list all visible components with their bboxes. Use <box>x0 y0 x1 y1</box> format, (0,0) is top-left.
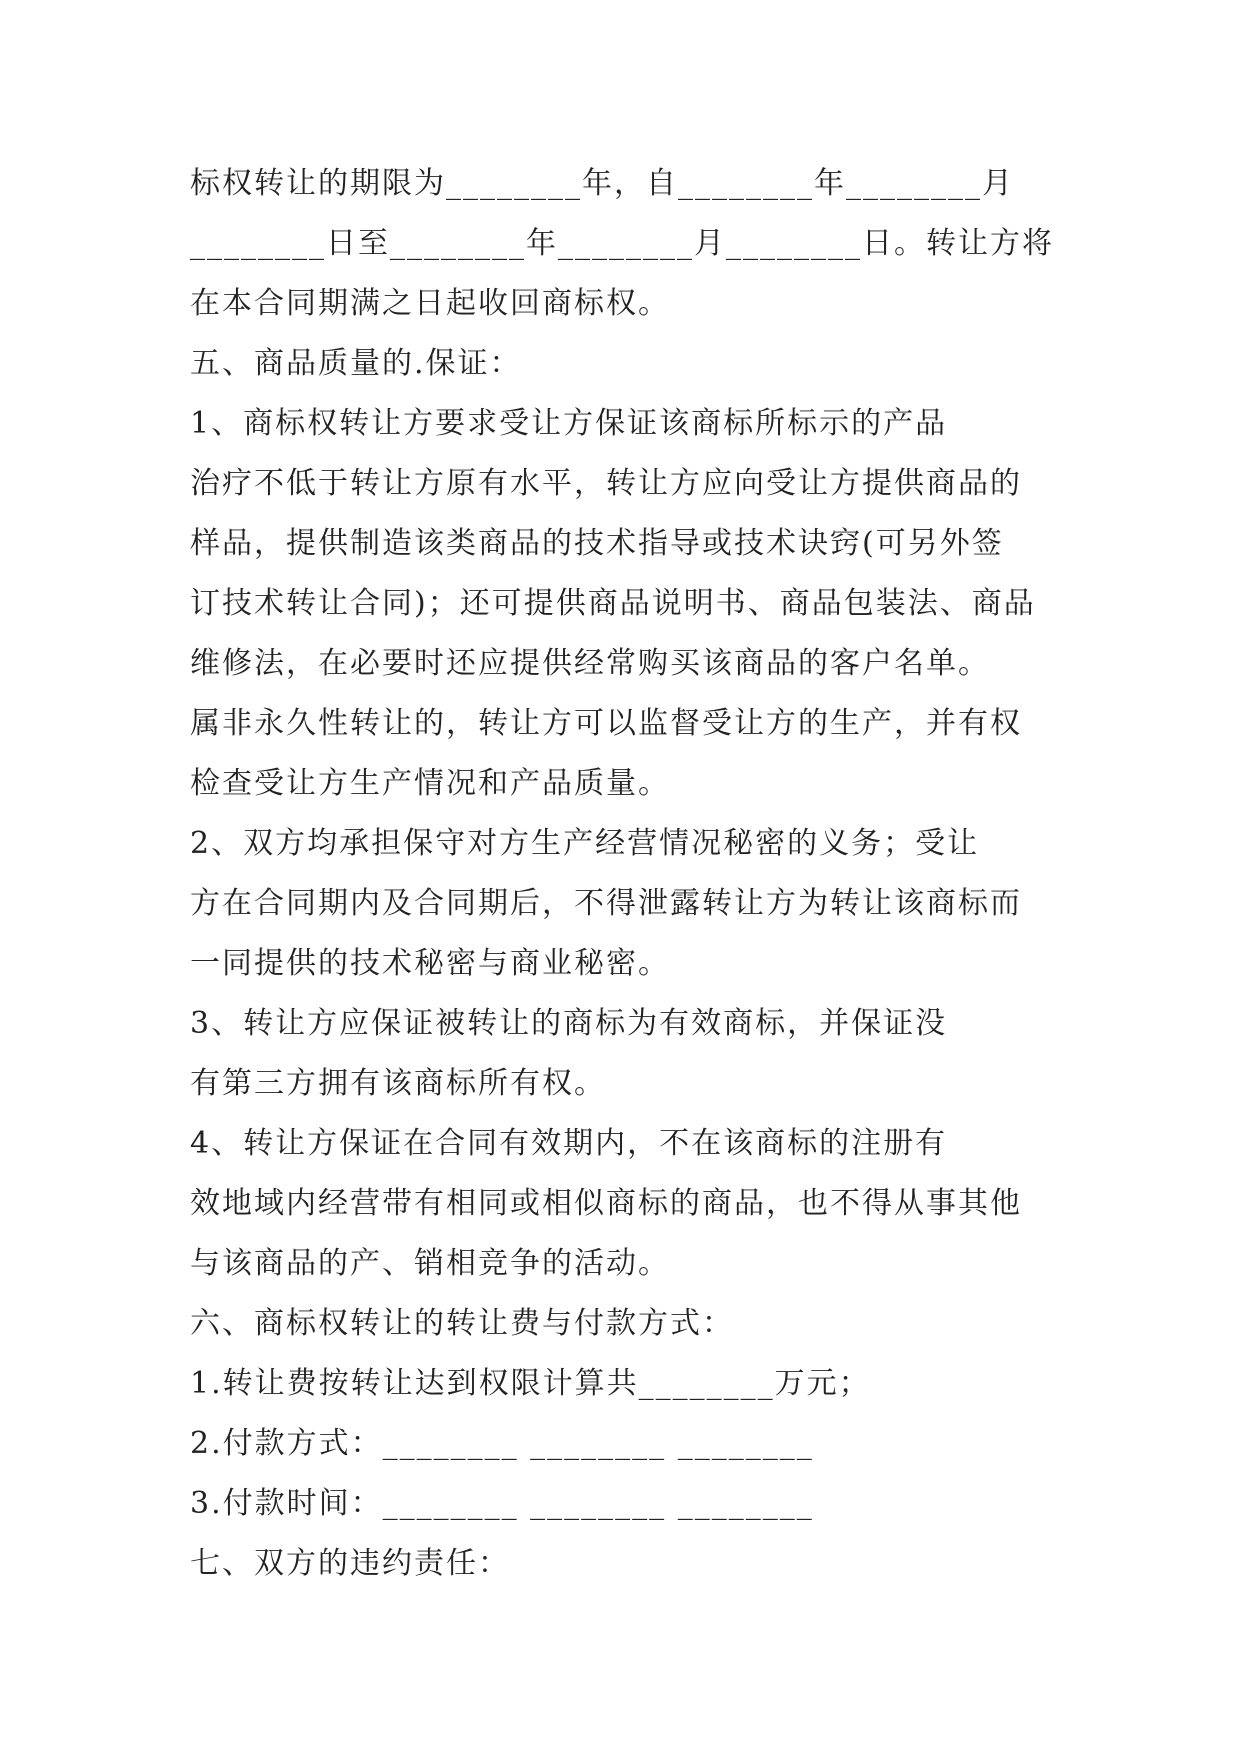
text-line: 属非永久性转让的，转让方可以监督受让方的生产，并有权 <box>190 706 1022 741</box>
text-line: 样品，提供制造该类商品的技术指导或技术诀窍(可另外签 <box>190 526 1004 561</box>
section-heading: 六、商标权转让的转让费与付款方式： <box>190 1306 734 1341</box>
text-line: 4、转让方保证在合同有效期内，不在该商标的注册有 <box>190 1126 948 1161</box>
text-line: 标权转让的期限为________年，自________年________月 <box>190 166 1014 201</box>
text-line: 检查受让方生产情况和产品质量。 <box>190 766 670 801</box>
text-line: 方在合同期内及合同期后，不得泄露转让方为转让该商标而 <box>190 886 1022 921</box>
text-line: 订技术转让合同)；还可提供商品说明书、商品包装法、商品 <box>190 586 1036 621</box>
text-line: 1.转让费按转让达到权限计算共________万元； <box>190 1366 871 1401</box>
section-heading: 五、商品质量的.保证： <box>190 346 522 381</box>
text-line: 3.付款时间：________ ________ ________ <box>190 1486 814 1521</box>
text-line: 效地域内经营带有相同或相似商标的商品，也不得从事其他 <box>190 1186 1022 1221</box>
text-line: 1、商标权转让方要求受让方保证该商标所标示的产品 <box>190 406 948 441</box>
text-line: 有第三方拥有该商标所有权。 <box>190 1066 606 1101</box>
text-line: 与该商品的产、销相竞争的活动。 <box>190 1246 670 1281</box>
text-line: 一同提供的技术秘密与商业秘密。 <box>190 946 670 981</box>
text-line: ________日至________年________月________日。转让方将 <box>190 226 1054 261</box>
text-line: 2、双方均承担保守对方生产经营情况秘密的义务；受让 <box>190 826 980 861</box>
text-line: 3、转让方应保证被转让的商标为有效商标，并保证没 <box>190 1006 948 1041</box>
section-heading: 七、双方的违约责任： <box>190 1546 510 1581</box>
text-line: 维修法，在必要时还应提供经常购买该商品的客户名单。 <box>190 646 990 681</box>
text-line: 2.付款方式：________ ________ ________ <box>190 1426 814 1461</box>
text-line: 在本合同期满之日起收回商标权。 <box>190 286 670 321</box>
text-line: 治疗不低于转让方原有水平，转让方应向受让方提供商品的 <box>190 466 1022 501</box>
